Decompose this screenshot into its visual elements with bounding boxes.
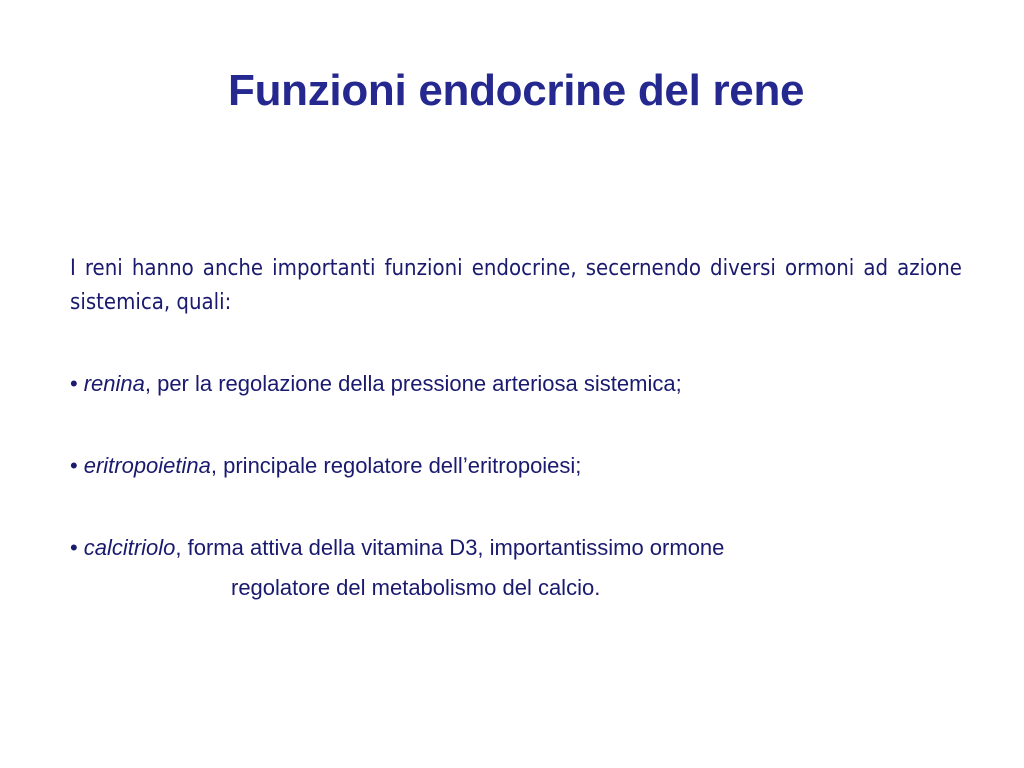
bullet-dot: • xyxy=(70,453,78,478)
bullet-dot: • xyxy=(70,371,78,396)
bullet-calcitriolo-continuation: regolatore del metabolismo del calcio. xyxy=(231,575,601,600)
bullet-eritropoietina xyxy=(70,446,581,486)
intro-paragraph: I reni hanno anche importanti funzioni endocrine, secernendo diversi ormoni ad azione sistemica, quali: xyxy=(70,256,962,315)
bullet-renina xyxy=(70,364,682,404)
bullet-calcitriolo xyxy=(70,528,724,568)
bullet-term: calcitriolo xyxy=(83,535,176,560)
bullet-term: renina xyxy=(83,371,145,396)
bullet-dot: • xyxy=(70,535,78,560)
slide-title: Funzioni endocrine del rene xyxy=(228,66,805,115)
bullet-term: eritropoietina xyxy=(83,453,211,478)
bullet-description: , per la regolazione della pressione arteriosa sistemica; xyxy=(144,371,682,396)
bullet-description: , principale regolatore dell’eritropoiesi; xyxy=(210,453,582,478)
bullet-description: , forma attiva della vitamina D3, importantissimo ormone xyxy=(175,535,725,560)
